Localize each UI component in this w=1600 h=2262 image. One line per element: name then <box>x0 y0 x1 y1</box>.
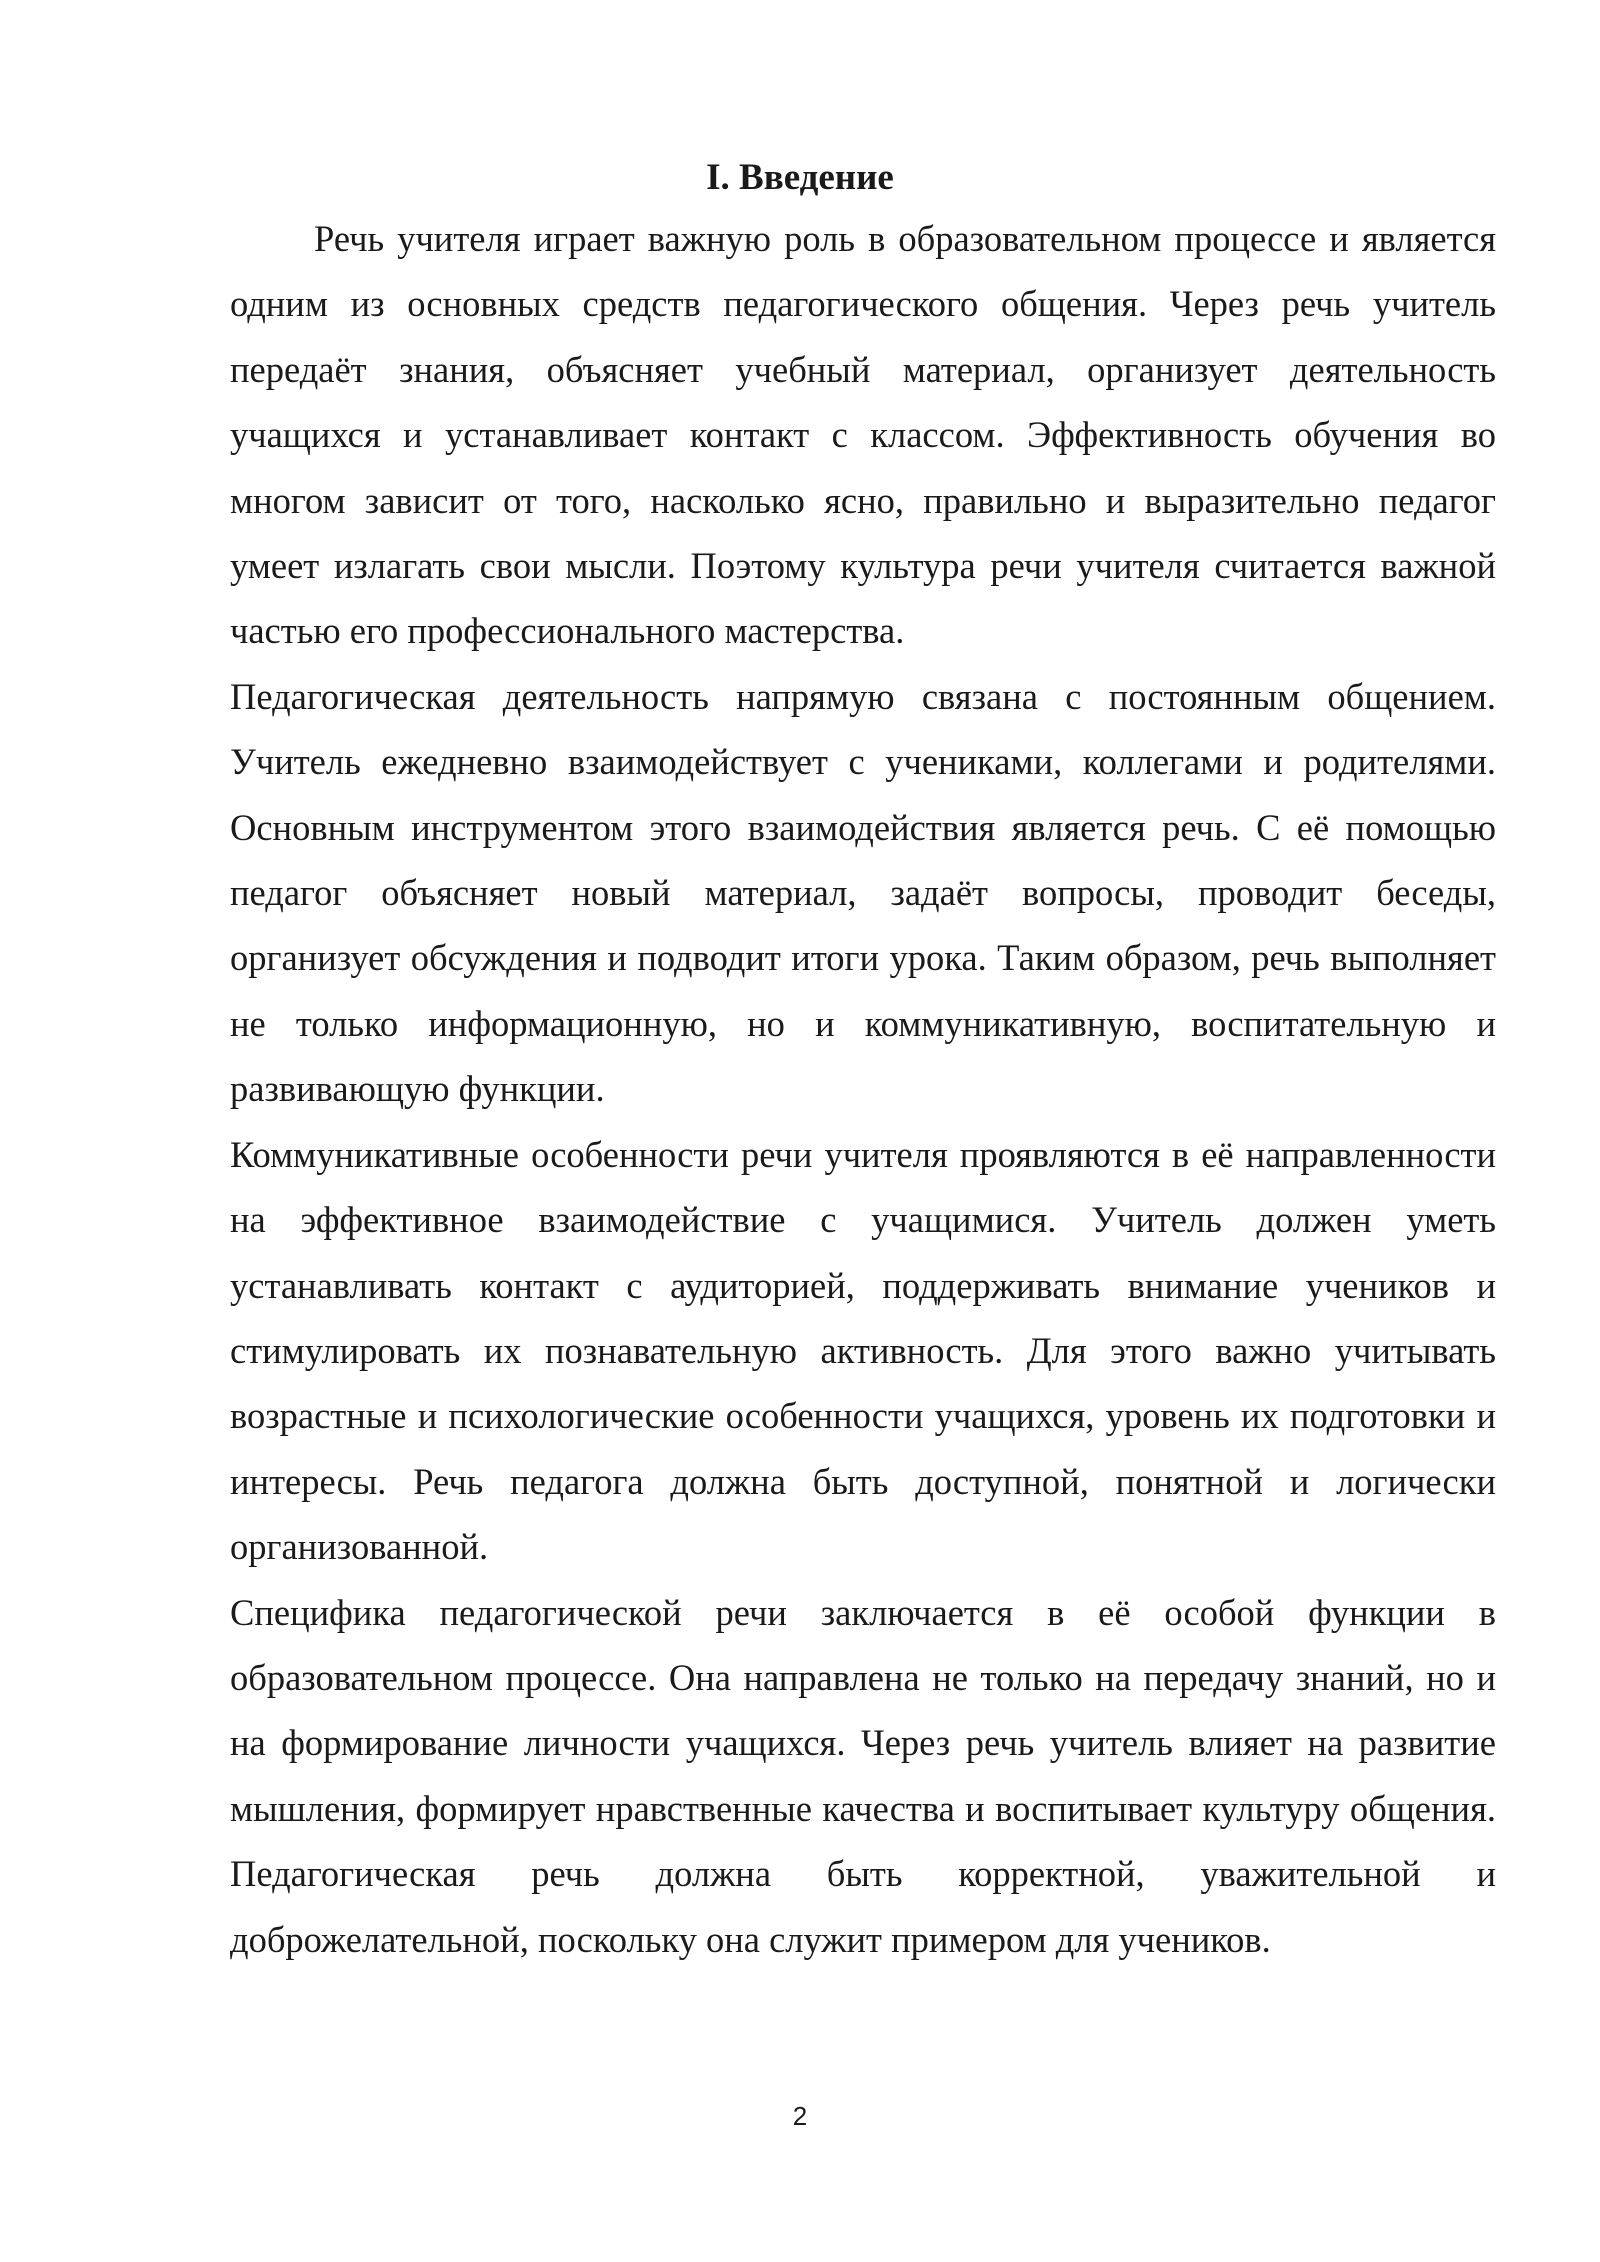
paragraph-specifics: Специфика педагогической речи заключается в её особой функции в образовательном процессе. Она направлена не только на передачу знаний, но и на формирование личности учащихся. Через речь учитель влияет на развитие мышления, формирует нравственные качества и воспитывает культуру общения. Педагогическая речь должна быть корректной, уважительной и доброжелательной, поскольку она служит примером для учеников. <box>230 1591 1496 1960</box>
body-text <box>230 206 1496 1972</box>
paragraph-intro: Речь учителя играет важную роль в образовательном процессе и является одним из основных средств педагогического общения. Через речь учитель передаёт знания, объясняет учебный материал, организует деятельность учащихся и устанавливает контакт с классом. Эффективность обучения во многом зависит от того, насколько ясно, правильно и выразительно педагог умеет излагать свои мысли. Поэтому культура речи учителя считается важной частью его профессионального мастерства. <box>230 218 1496 652</box>
page-number: 2 <box>792 2101 808 2131</box>
paragraph-communication: Педагогическая деятельность напрямую связана с постоянным общением. Учитель ежедневно взаимодействует с учениками, коллегами и родителями. Основным инструментом этого взаимодействия является речь. С её помощью педагог объясняет новый материал, задаёт вопросы, проводит беседы, организует обсуждения и подводит итоги урока. Таким образом, речь выполняет не только информационную, но и коммуникативную, воспитательную и развивающую функции. <box>230 675 1496 1110</box>
paragraph-communicative-features: Коммуникативные особенности речи учителя проявляются в её направленности на эффективное взаимодействие с учащимися. Учитель должен уметь устанавливать контакт с аудиторией, поддерживать внимание учеников и стимулировать их познавательную активность. Для этого важно учитывать возрастные и психологические особенности учащихся, уровень их подготовки и интересы. Речь педагога должна быть доступной, понятной и логически организованной. <box>230 1133 1496 1568</box>
section-heading: I. Введение <box>706 157 894 198</box>
